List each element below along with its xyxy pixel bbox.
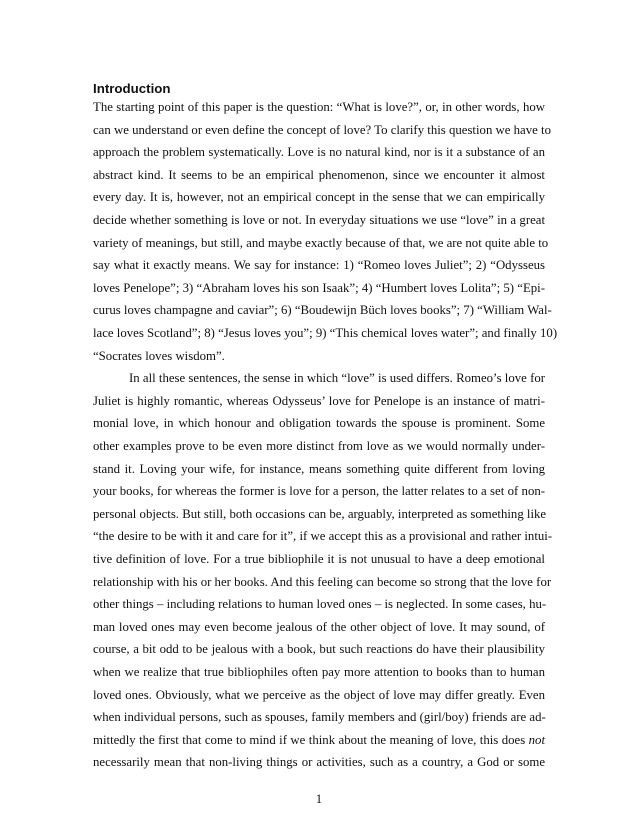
body-line-with-emphasis bbox=[93, 731, 545, 749]
body-line: stand it. Loving your wife, for instance, means something quite different from loving bbox=[93, 461, 545, 476]
body-line: other examples prove to be even more distinct from love as we would normally under- bbox=[93, 439, 545, 453]
body-line: other things – including relations to human loved ones – is neglected. In some cases, hu- bbox=[93, 597, 547, 612]
body-line: In all these sentences, the sense in which “love” is used differs. Romeo’s love for bbox=[129, 371, 545, 386]
body-line: your books, for whereas the former is love for a person, the latter relates to a set of non- bbox=[93, 484, 545, 499]
body-line: curus loves champagne and caviar”; 6) “Boudewijn Büch loves books”; 7) “William Wal- bbox=[93, 303, 552, 318]
body-line: can we understand or even define the concept of love? To clarify this question we have to bbox=[93, 122, 551, 137]
body-line-text: mittedly the first that come to mind if we think about the meaning of love, this does bbox=[93, 732, 526, 747]
body-line: approach the problem systematically. Love is no natural kind, nor is it a substance of an bbox=[93, 145, 545, 160]
body-line: tive definition of love. For a true bibliophile it is not unusual to have a deep emotional bbox=[93, 552, 545, 566]
section-heading: Introduction bbox=[93, 81, 171, 96]
body-line: every day. It is, however, not an empirical concept in the sense that we can empirically bbox=[93, 190, 545, 205]
body-line: relationship with his or her books. And this feeling can become so strong that the love for bbox=[93, 574, 552, 589]
body-line: Juliet is highly romantic, whereas Odysseus’ love for Penelope is an instance of matri- bbox=[93, 393, 545, 408]
body-line: monial love, in which honour and obligation towards the spouse is prominent. Some bbox=[93, 416, 545, 431]
body-line: abstract kind. It seems to be an empirical phenomenon, since we encounter it almost bbox=[93, 167, 545, 182]
body-line: variety of meanings, but still, and maybe exactly because of that, we are not quite able to bbox=[93, 235, 549, 250]
body-line: course, a bit odd to be jealous with a book, but such reactions do have their plausibility bbox=[93, 642, 545, 657]
body-line: when individual persons, such as spouses, family members and (girl/boy) friends are ad- bbox=[93, 710, 546, 725]
body-line: loved ones. Obviously, what we perceive as the object of love may differ greatly. Even bbox=[93, 687, 545, 702]
body-line: personal objects. But still, both occasions can be, arguably, interpreted as something like bbox=[93, 506, 547, 521]
emphasized-word: not bbox=[528, 732, 545, 747]
body-line: lace loves Scotland”; 8) “Jesus loves you”; 9) “This chemical loves water”; and finally 10) bbox=[93, 326, 558, 340]
body-line: necessarily mean that non-living things or activities, such as a country, a God or some bbox=[93, 755, 545, 770]
body-line: The starting point of this paper is the question: “What is love?”, or, in other words, how bbox=[93, 100, 545, 114]
body-line: say what it exactly means. We say for instance: 1) “Romeo loves Juliet”; 2) “Odysseus bbox=[93, 258, 545, 273]
body-line: man loved ones may even become jealous of the other object of love. It may sound, of bbox=[93, 619, 545, 634]
body-line: decide whether something is love or not. In everyday situations we use “love” in a great bbox=[93, 213, 545, 227]
body-line: loves Penelope”; 3) “Abraham loves his son Isaak”; 4) “Humbert loves Lolita”; 5) “Epi- bbox=[93, 280, 545, 295]
body-line: “the desire to be with it and care for it”, if we accept this as a provisional and rather intui- bbox=[93, 529, 553, 544]
body-line: when we realize that true bibliophiles often pay more attention to books than to human bbox=[93, 665, 545, 679]
page-number: 1 bbox=[315, 792, 323, 806]
body-line: “Socrates loves wisdom”. bbox=[93, 348, 225, 363]
